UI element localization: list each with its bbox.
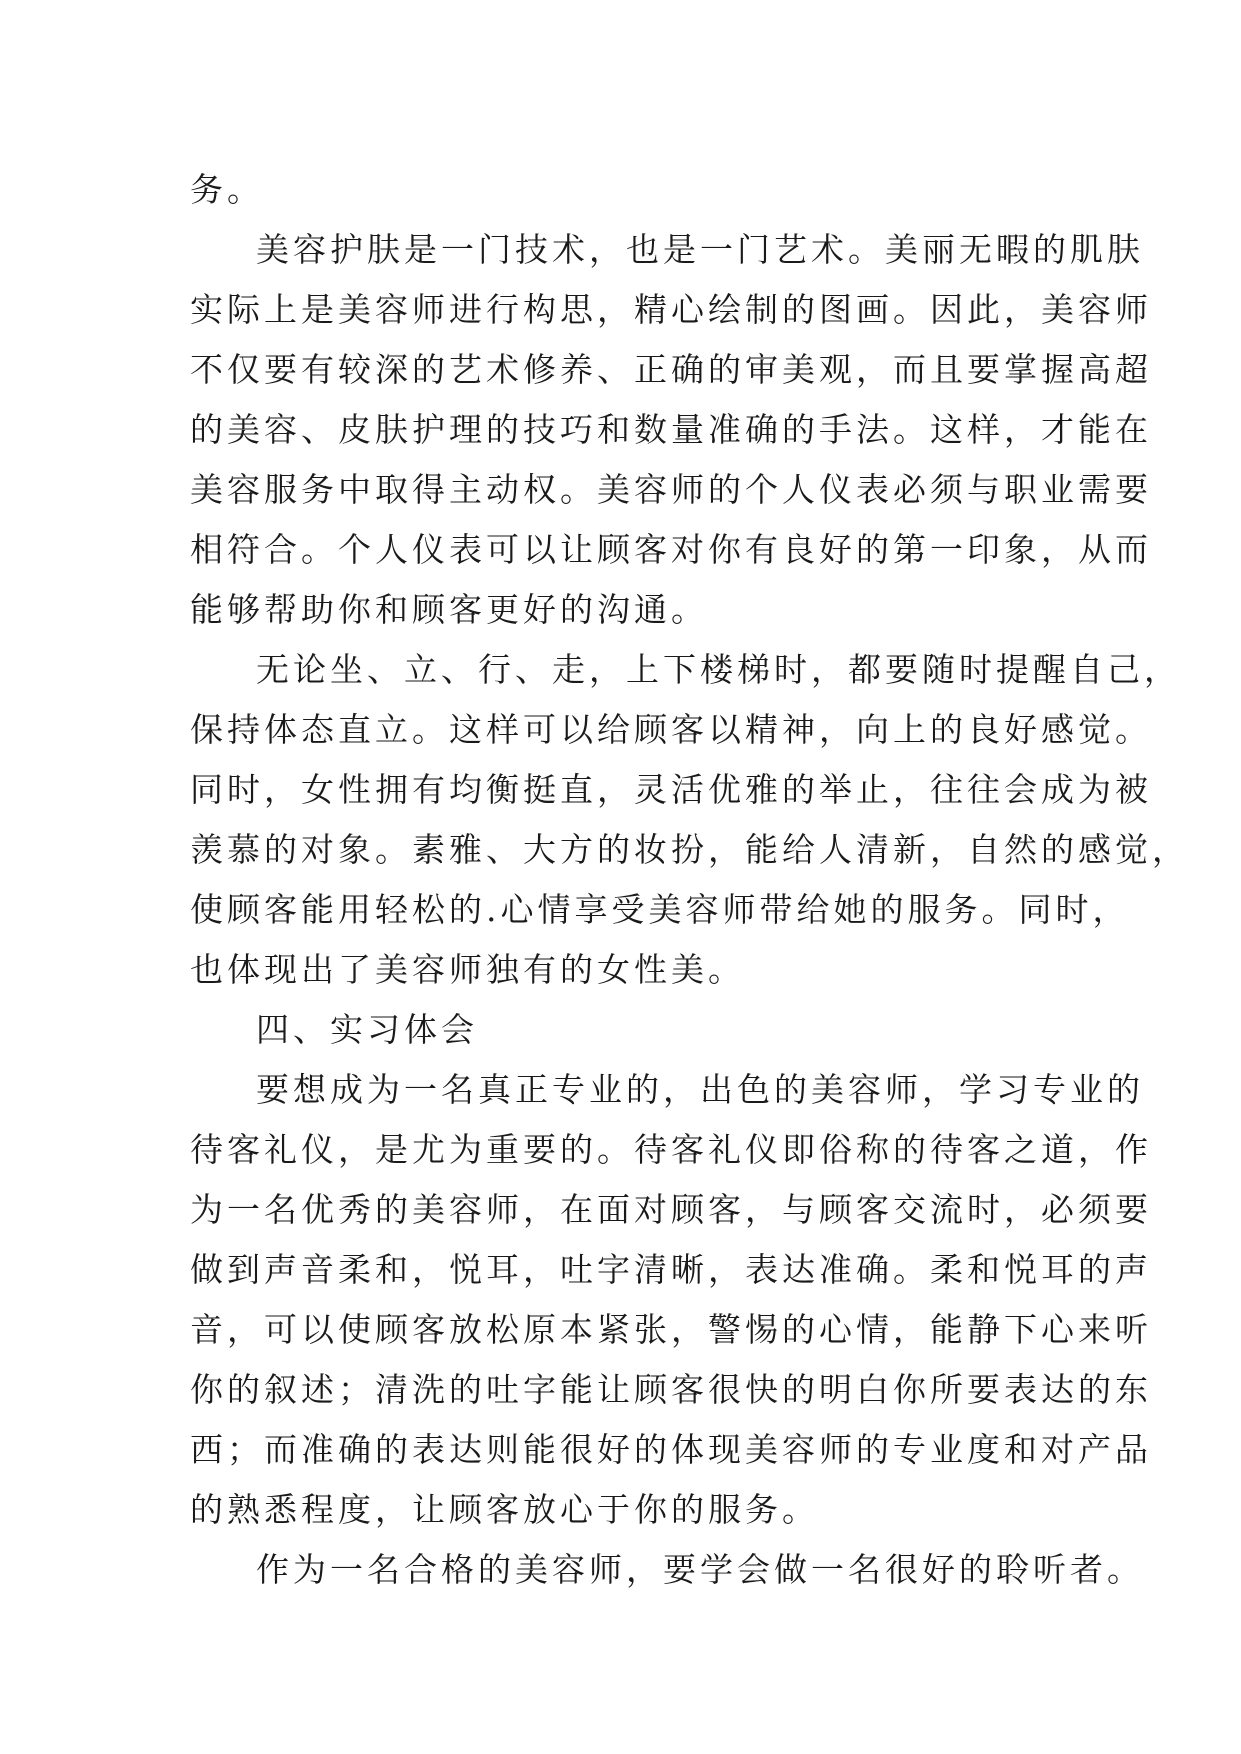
text-line: 使顾客能用轻松的.心情享受美容师带给她的服务。同时， xyxy=(190,890,1130,929)
text-line: 音，可以使顾客放松原本紧张，警惕的心情，能静下心来听 xyxy=(190,1310,1152,1349)
text-line: 为一名优秀的美容师，在面对顾客，与顾客交流时，必须要 xyxy=(190,1190,1152,1229)
text-line: 你的叙述；清洗的吐字能让顾客很快的明白你所要表达的东 xyxy=(190,1370,1152,1409)
text-line: 无论坐、立、行、走，上下楼梯时，都要随时提醒自己， xyxy=(256,650,1181,689)
text-line: 西；而准确的表达则能很好的体现美容师的专业度和对产品 xyxy=(190,1430,1152,1469)
text-line: 保持体态直立。这样可以给顾客以精神，向上的良好感觉。 xyxy=(190,710,1152,749)
document-body xyxy=(190,160,1189,1600)
text-line: 待客礼仪，是尤为重要的。待客礼仪即俗称的待客之道，作 xyxy=(190,1130,1152,1169)
text-line: 做到声音柔和，悦耳，吐字清晰，表达准确。柔和悦耳的声 xyxy=(190,1250,1152,1289)
text-line: 羡慕的对象。素雅、大方的妆扮，能给人清新，自然的感觉， xyxy=(190,830,1189,869)
text-line: 同时，女性拥有均衡挺直，灵活优雅的举止，往往会成为被 xyxy=(190,770,1152,809)
text-line: 也体现出了美容师独有的女性美。 xyxy=(190,950,745,989)
text-line: 美容服务中取得主动权。美容师的个人仪表必须与职业需要 xyxy=(190,470,1152,509)
text-line: 实际上是美容师进行构思，精心绘制的图画。因此，美容师 xyxy=(190,290,1152,329)
text-line: 要想成为一名真正专业的，出色的美容师，学习专业的 xyxy=(256,1070,1144,1109)
text-line: 的熟悉程度，让顾客放心于你的服务。 xyxy=(190,1490,819,1529)
text-line: 美容护肤是一门技术，也是一门艺术。美丽无暇的肌肤 xyxy=(256,230,1144,269)
text-line: 作为一名合格的美容师，要学会做一名很好的聆听者。 xyxy=(256,1550,1144,1589)
text-line: 的美容、皮肤护理的技巧和数量准确的手法。这样，才能在 xyxy=(190,410,1152,449)
text-line: 四、实习体会 xyxy=(256,1010,478,1049)
text-line: 相符合。个人仪表可以让顾客对你有良好的第一印象，从而 xyxy=(190,530,1152,569)
text-line: 务。 xyxy=(190,170,264,209)
text-line: 不仅要有较深的艺术修养、正确的审美观，而且要掌握高超 xyxy=(190,350,1152,389)
text-line: 能够帮助你和顾客更好的沟通。 xyxy=(190,590,708,629)
